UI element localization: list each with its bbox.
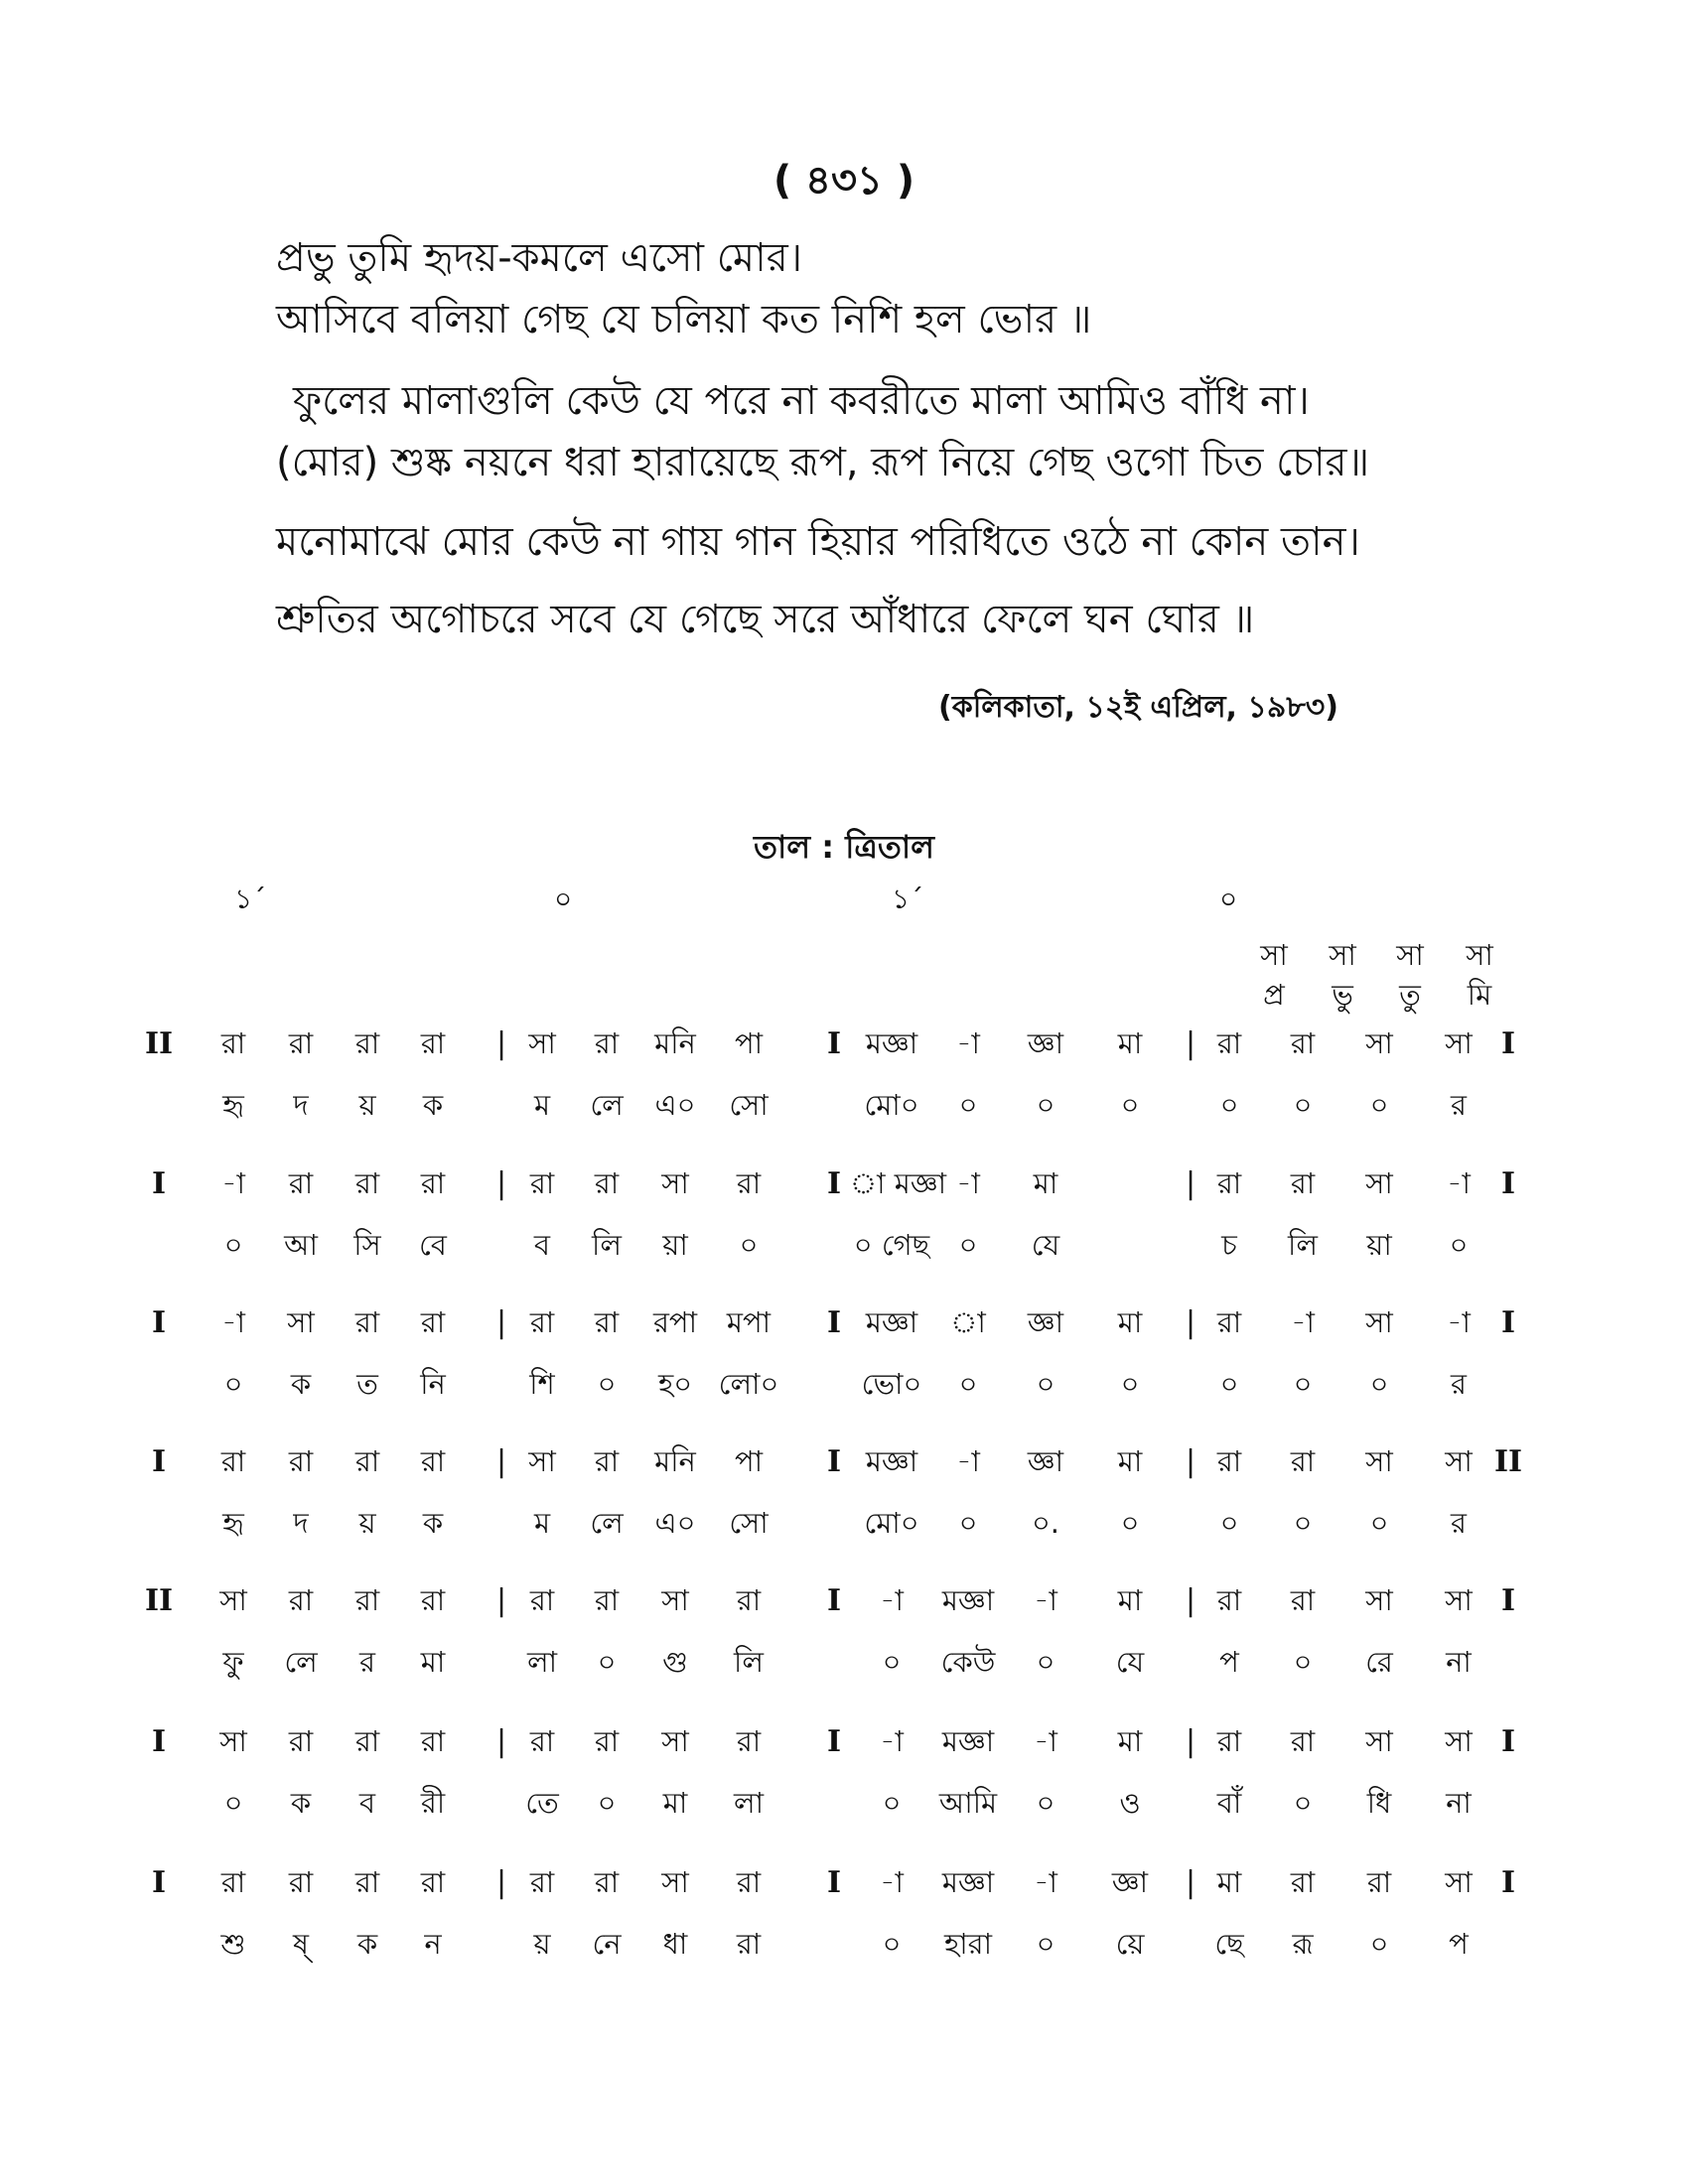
bar-line: I [151, 1166, 167, 1201]
lyric-syllable: রূ [1292, 1927, 1314, 1961]
intro-note: সা [1466, 938, 1493, 972]
note-cell: -া [1034, 1865, 1057, 1899]
bar-line: I [1500, 1865, 1516, 1900]
lyric-syllable: লে [284, 1645, 318, 1679]
note-cell: সা [661, 1865, 689, 1899]
lyric-syllable: রী [420, 1786, 446, 1820]
lyric-syllable: ম [533, 1506, 551, 1540]
note-cell: সা [1365, 1724, 1393, 1758]
note-cell: রা [420, 1583, 446, 1617]
note-cell: রা [1290, 1583, 1316, 1617]
lyric-syllable: ০ [223, 1367, 243, 1401]
lyric-syllable: বাঁ [1216, 1786, 1242, 1820]
bar-line: | [1185, 1583, 1196, 1618]
note-cell: রা [420, 1724, 446, 1758]
lyric-syllable: ক [290, 1367, 312, 1401]
note-cell: রা [288, 1724, 314, 1758]
lyric-syllable: ০. [1031, 1506, 1060, 1540]
note-cell: -া [1447, 1166, 1471, 1200]
lyric-syllable: হৃ [222, 1506, 244, 1540]
bar-line: I [826, 1305, 842, 1340]
lyric-syllable: র [359, 1645, 375, 1679]
note-cell: রা [288, 1166, 314, 1200]
note-cell: রা [594, 1865, 620, 1899]
note-cell: রা [529, 1724, 555, 1758]
lyric-syllable: ০ [1369, 1927, 1389, 1961]
bar-line: I [826, 1583, 842, 1618]
note-cell: সা [1445, 1865, 1473, 1899]
lyric-syllable: লি [734, 1645, 764, 1679]
lyric-syllable: য় [358, 1088, 376, 1122]
note-cell: রা [354, 1724, 380, 1758]
lyric-syllable: ধা [662, 1927, 688, 1961]
note-cell: মজ্ঞা [941, 1865, 995, 1899]
note-cell: রা [354, 1583, 380, 1617]
lyric-syllable: ও [1119, 1786, 1141, 1820]
lyric-syllable: লো০ [718, 1367, 779, 1401]
bar-line: I [826, 1444, 842, 1479]
lyric-line: ফুলের মালাগুলি কেউ যে পরে না কবরীতে মালা আমিও বাঁধি না। [293, 378, 1310, 424]
lyric-syllable: ০ [1120, 1506, 1140, 1540]
lyric-syllable: ০ [1369, 1506, 1389, 1540]
lyric-syllable: য়ে [1115, 1927, 1145, 1961]
lyric-syllable: ০ [223, 1786, 243, 1820]
note-cell: -া [880, 1724, 904, 1758]
note-cell: পা [734, 1444, 764, 1478]
lyric-syllable: ০ [958, 1088, 978, 1122]
bar-line: | [1185, 1305, 1196, 1340]
note-cell: রা [220, 1026, 246, 1060]
note-cell: মনি [654, 1444, 696, 1478]
lyric-syllable: য়া [1366, 1228, 1392, 1262]
lyric-syllable: লা [526, 1645, 558, 1679]
lyric-syllable: ভো০ [861, 1367, 922, 1401]
lyric-syllable: ০ [1036, 1927, 1055, 1961]
note-cell: মনি [654, 1026, 696, 1060]
lyric-syllable: ০ [1219, 1506, 1239, 1540]
lyric-syllable: শি [529, 1367, 555, 1401]
lyric-syllable: লে [590, 1506, 624, 1540]
note-cell: সা [1445, 1026, 1473, 1060]
lyric-syllable: ০ গেছ [853, 1228, 930, 1262]
tala-heading: তাল : ত্রিতাল [753, 828, 934, 866]
note-cell: মপা [726, 1305, 772, 1339]
note-cell: রা [1216, 1166, 1242, 1200]
lyric-syllable: ০ [597, 1645, 617, 1679]
lyric-syllable: শু [220, 1927, 246, 1961]
lyric-syllable: হারা [943, 1927, 992, 1961]
bar-line: I [1500, 1166, 1516, 1201]
note-cell: রপা [652, 1305, 698, 1339]
lyric-syllable: ত [356, 1367, 378, 1401]
note-cell: মজ্ঞা [941, 1583, 995, 1617]
note-cell: মা [1033, 1166, 1058, 1200]
intro-word: ভু [1332, 978, 1353, 1012]
intro-note: সা [1329, 938, 1356, 972]
lyric-syllable: ক [422, 1506, 444, 1540]
lyric-syllable: ০ [1120, 1367, 1140, 1401]
lyric-syllable: এ০ [654, 1088, 696, 1122]
lyric-syllable: ০ [1036, 1786, 1055, 1820]
lyric-syllable: নি [420, 1367, 446, 1401]
note-cell: রা [594, 1305, 620, 1339]
lyric-syllable: রা [736, 1927, 762, 1961]
bar-line: I [1500, 1026, 1516, 1061]
note-cell: -া [880, 1865, 904, 1899]
note-cell: রা [1290, 1444, 1316, 1478]
note-cell: সা [1445, 1444, 1473, 1478]
note-cell: রা [354, 1166, 380, 1200]
lyric-syllable: সো [729, 1506, 769, 1540]
lyric-syllable: য় [358, 1506, 376, 1540]
note-cell: রা [288, 1583, 314, 1617]
lyric-syllable: প [1219, 1645, 1239, 1679]
note-cell: রা [1290, 1026, 1316, 1060]
note-cell: সা [1365, 1444, 1393, 1478]
lyric-syllable: ০ [1293, 1506, 1313, 1540]
bar-line: II [1493, 1444, 1523, 1479]
lyric-syllable: য় [533, 1927, 551, 1961]
note-cell: রা [594, 1444, 620, 1478]
lyric-syllable: মো০ [864, 1506, 919, 1540]
note-cell: -া [221, 1305, 245, 1339]
bar-line: I [826, 1026, 842, 1061]
note-cell: রা [420, 1865, 446, 1899]
bar-line: II [144, 1026, 174, 1061]
page-number: ( ৪৩১ ) [773, 158, 915, 204]
lyric-syllable: ব [533, 1228, 551, 1262]
note-cell: রা [1216, 1583, 1242, 1617]
intro-note: সা [1396, 938, 1424, 972]
lyric-line: প্রভু তুমি হৃদয়-কমলে এসো মোর। [276, 235, 803, 281]
lyric-syllable: ক [422, 1088, 444, 1122]
note-cell: মা [1216, 1865, 1242, 1899]
lyric-syllable: লি [592, 1228, 622, 1262]
lyric-syllable: লি [1288, 1228, 1318, 1262]
lyric-syllable: ০ [1036, 1645, 1055, 1679]
lyric-syllable: র [1451, 1088, 1467, 1122]
lyric-syllable: ০ [597, 1786, 617, 1820]
bar-line: | [495, 1724, 507, 1759]
lyric-syllable: রে [1365, 1645, 1393, 1679]
note-cell: সা [219, 1724, 247, 1758]
lyric-syllable: ম [533, 1088, 551, 1122]
note-cell: রা [220, 1865, 246, 1899]
note-cell: রা [288, 1444, 314, 1478]
place-date-signature: (কলিকাতা, ১২ই এপ্রিল, ১৯৮৩) [938, 690, 1339, 725]
note-cell: া মজ্ঞা [850, 1166, 947, 1200]
note-cell: রা [736, 1724, 762, 1758]
lyric-line: মনোমাঝে মোর কেউ না গায় গান হিয়ার পরিধিতে ওঠে না কোন তান। [276, 519, 1360, 565]
lyric-syllable: গু [662, 1645, 688, 1679]
note-cell: জ্ঞা [1027, 1026, 1064, 1060]
note-cell: রা [354, 1026, 380, 1060]
bar-line: | [1185, 1026, 1196, 1061]
note-cell: সা [1445, 1724, 1473, 1758]
lyric-syllable: ০ [1120, 1088, 1140, 1122]
note-cell: -া [880, 1583, 904, 1617]
note-cell: সা [219, 1583, 247, 1617]
lyric-syllable: ০ [1293, 1367, 1313, 1401]
note-cell: রা [529, 1166, 555, 1200]
note-cell: রা [529, 1583, 555, 1617]
note-cell: মা [1117, 1444, 1143, 1478]
note-cell: সা [661, 1166, 689, 1200]
lyric-syllable: ব [358, 1786, 376, 1820]
lyric-syllable: ০ [1036, 1088, 1055, 1122]
lyric-syllable: ০ [1293, 1088, 1313, 1122]
beat-marker: ০ [554, 883, 573, 915]
lyric-syllable: ০ [597, 1367, 617, 1401]
note-cell: পা [734, 1026, 764, 1060]
note-cell: রা [354, 1305, 380, 1339]
note-cell: -া [956, 1444, 980, 1478]
note-cell: -া [1034, 1724, 1057, 1758]
bar-line: | [495, 1166, 507, 1201]
lyric-syllable: র [1451, 1506, 1467, 1540]
note-cell: রা [288, 1865, 314, 1899]
bar-line: | [495, 1583, 507, 1618]
note-cell: মজ্ঞা [865, 1444, 918, 1478]
lyric-syllable: চ [1221, 1228, 1237, 1262]
lyric-line: (মোর) শুষ্ক নয়নে ধরা হারায়েছে রূপ, রূপ নিয়ে গেছ ওগো চিত চোর॥ [276, 440, 1370, 485]
note-cell: সা [1445, 1583, 1473, 1617]
note-cell: রা [354, 1444, 380, 1478]
note-cell: সা [1365, 1026, 1393, 1060]
lyric-syllable: তে [525, 1786, 559, 1820]
note-cell: রা [420, 1444, 446, 1478]
note-cell: মজ্ঞা [865, 1305, 918, 1339]
note-cell: -া [1447, 1305, 1471, 1339]
beat-marker: ১´ [234, 883, 267, 915]
bar-line: | [495, 1305, 507, 1340]
lyric-syllable: য়া [662, 1228, 688, 1262]
bar-line: I [1500, 1724, 1516, 1759]
lyric-syllable: না [1446, 1786, 1472, 1820]
note-cell: রা [594, 1583, 620, 1617]
lyric-syllable: বে [419, 1228, 447, 1262]
intro-word: প্র [1263, 978, 1285, 1012]
lyric-syllable: মা [662, 1786, 688, 1820]
note-cell: সা [661, 1583, 689, 1617]
bar-line: | [1185, 1724, 1196, 1759]
lyric-syllable: ০ [1369, 1088, 1389, 1122]
lyric-syllable: না [1446, 1645, 1472, 1679]
note-cell: রা [1290, 1865, 1316, 1899]
bar-line: | [495, 1865, 507, 1900]
lyric-syllable: ০ [958, 1367, 978, 1401]
bar-line: | [1185, 1444, 1196, 1479]
lyric-syllable: মা [420, 1645, 446, 1679]
lyric-syllable: ০ [1219, 1088, 1239, 1122]
note-cell: সা [287, 1305, 315, 1339]
bar-line: I [1500, 1583, 1516, 1618]
note-cell: রা [420, 1026, 446, 1060]
intro-word: মি [1467, 978, 1492, 1012]
bar-line: I [826, 1724, 842, 1759]
lyric-syllable: ফু [222, 1645, 244, 1679]
intro-note: সা [1260, 938, 1288, 972]
note-cell: রা [1366, 1865, 1392, 1899]
note-cell: সা [661, 1724, 689, 1758]
note-cell: মা [1117, 1583, 1143, 1617]
note-cell: মা [1117, 1026, 1143, 1060]
bar-line: II [144, 1583, 174, 1618]
note-cell: রা [736, 1865, 762, 1899]
note-cell: -া [1034, 1583, 1057, 1617]
bar-line: | [1185, 1865, 1196, 1900]
lyric-syllable: ০ [1036, 1367, 1055, 1401]
lyric-syllable: ০ [882, 1786, 902, 1820]
lyric-syllable: ০ [1293, 1645, 1313, 1679]
bar-line: I [826, 1166, 842, 1201]
lyric-syllable: ষ্ [293, 1927, 309, 1961]
lyric-syllable: প [1449, 1927, 1469, 1961]
note-cell: -া [956, 1166, 980, 1200]
lyric-syllable: লে [590, 1088, 624, 1122]
note-cell: রা [529, 1305, 555, 1339]
bar-line: I [151, 1724, 167, 1759]
lyric-syllable: ০ [739, 1228, 759, 1262]
lyric-syllable: আমি [938, 1786, 998, 1820]
note-cell: মজ্ঞা [865, 1026, 918, 1060]
lyric-syllable: এ০ [654, 1506, 696, 1540]
note-cell: রা [420, 1166, 446, 1200]
lyric-syllable: ন [424, 1927, 442, 1961]
note-cell: রা [1290, 1166, 1316, 1200]
note-cell: মা [1117, 1724, 1143, 1758]
note-cell: রা [594, 1166, 620, 1200]
note-cell: রা [1290, 1724, 1316, 1758]
lyric-syllable: র [1451, 1367, 1467, 1401]
bar-line: | [495, 1444, 507, 1479]
beat-marker: ১´ [892, 883, 924, 915]
lyric-syllable: ক [356, 1927, 378, 1961]
note-cell: রা [1216, 1724, 1242, 1758]
note-cell: রা [1216, 1026, 1242, 1060]
note-cell: রা [736, 1166, 762, 1200]
note-cell: -া [221, 1166, 245, 1200]
note-cell: রা [529, 1865, 555, 1899]
note-cell: রা [220, 1444, 246, 1478]
intro-word: তু [1399, 978, 1421, 1012]
note-cell: -া [956, 1026, 980, 1060]
lyric-syllable: ০ [1219, 1367, 1239, 1401]
lyric-syllable: আ [284, 1228, 318, 1262]
lyric-syllable: কেউ [940, 1645, 996, 1679]
note-cell: মা [1117, 1305, 1143, 1339]
bar-line: I [826, 1865, 842, 1900]
note-cell: া [950, 1305, 986, 1339]
lyric-line: শ্রুতির অগোচরে সবে যে গেছে সরে আঁধারে ফেলে ঘন ঘোর ॥ [276, 597, 1255, 642]
lyric-syllable: দ [293, 1088, 309, 1122]
beat-marker: ০ [1219, 883, 1238, 915]
lyric-syllable: যে [1031, 1228, 1060, 1262]
lyric-syllable: ০ [882, 1927, 902, 1961]
bar-line: I [1500, 1305, 1516, 1340]
bar-line: I [151, 1865, 167, 1900]
note-cell: রা [288, 1026, 314, 1060]
lyric-syllable: ০ [882, 1645, 902, 1679]
lyric-syllable: নে [592, 1927, 622, 1961]
note-cell: জ্ঞা [1027, 1444, 1064, 1478]
lyric-syllable: সো [729, 1088, 769, 1122]
lyric-syllable: ক [290, 1786, 312, 1820]
lyric-line: আসিবে বলিয়া গেছ যে চলিয়া কত নিশি হল ভোর ॥ [276, 297, 1092, 342]
lyric-syllable: ০ [1293, 1786, 1313, 1820]
bar-line: I [151, 1305, 167, 1340]
note-cell: সা [528, 1026, 556, 1060]
lyric-syllable: যে [1115, 1645, 1145, 1679]
note-cell: রা [594, 1026, 620, 1060]
note-cell: রা [1216, 1444, 1242, 1478]
lyric-syllable: ০ [1369, 1367, 1389, 1401]
lyric-syllable: সি [353, 1228, 381, 1262]
lyric-syllable: হৃ [222, 1088, 244, 1122]
lyric-syllable: ছে [1214, 1927, 1244, 1961]
note-cell: জ্ঞা [1111, 1865, 1149, 1899]
note-cell: সা [528, 1444, 556, 1478]
note-cell: সা [1365, 1583, 1393, 1617]
lyric-syllable: লা [733, 1786, 765, 1820]
bar-line: I [151, 1444, 167, 1479]
note-cell: রা [1216, 1305, 1242, 1339]
note-cell: জ্ঞা [1027, 1305, 1064, 1339]
note-cell: রা [594, 1724, 620, 1758]
lyric-syllable: দ [293, 1506, 309, 1540]
note-cell: রা [736, 1583, 762, 1617]
bar-line: | [495, 1026, 507, 1061]
lyric-syllable: ধি [1366, 1786, 1392, 1820]
lyric-syllable: হ০ [657, 1367, 693, 1401]
note-cell: সা [1365, 1305, 1393, 1339]
note-cell: -া [1291, 1305, 1315, 1339]
note-cell: রা [420, 1305, 446, 1339]
lyric-syllable: ০ [958, 1506, 978, 1540]
lyric-syllable: মো০ [864, 1088, 919, 1122]
lyric-syllable: ০ [1449, 1228, 1469, 1262]
bar-line: | [1185, 1166, 1196, 1201]
note-cell: সা [1365, 1166, 1393, 1200]
lyric-syllable: ০ [223, 1228, 243, 1262]
note-cell: মজ্ঞা [941, 1724, 995, 1758]
lyric-syllable: ০ [958, 1228, 978, 1262]
note-cell: রা [354, 1865, 380, 1899]
